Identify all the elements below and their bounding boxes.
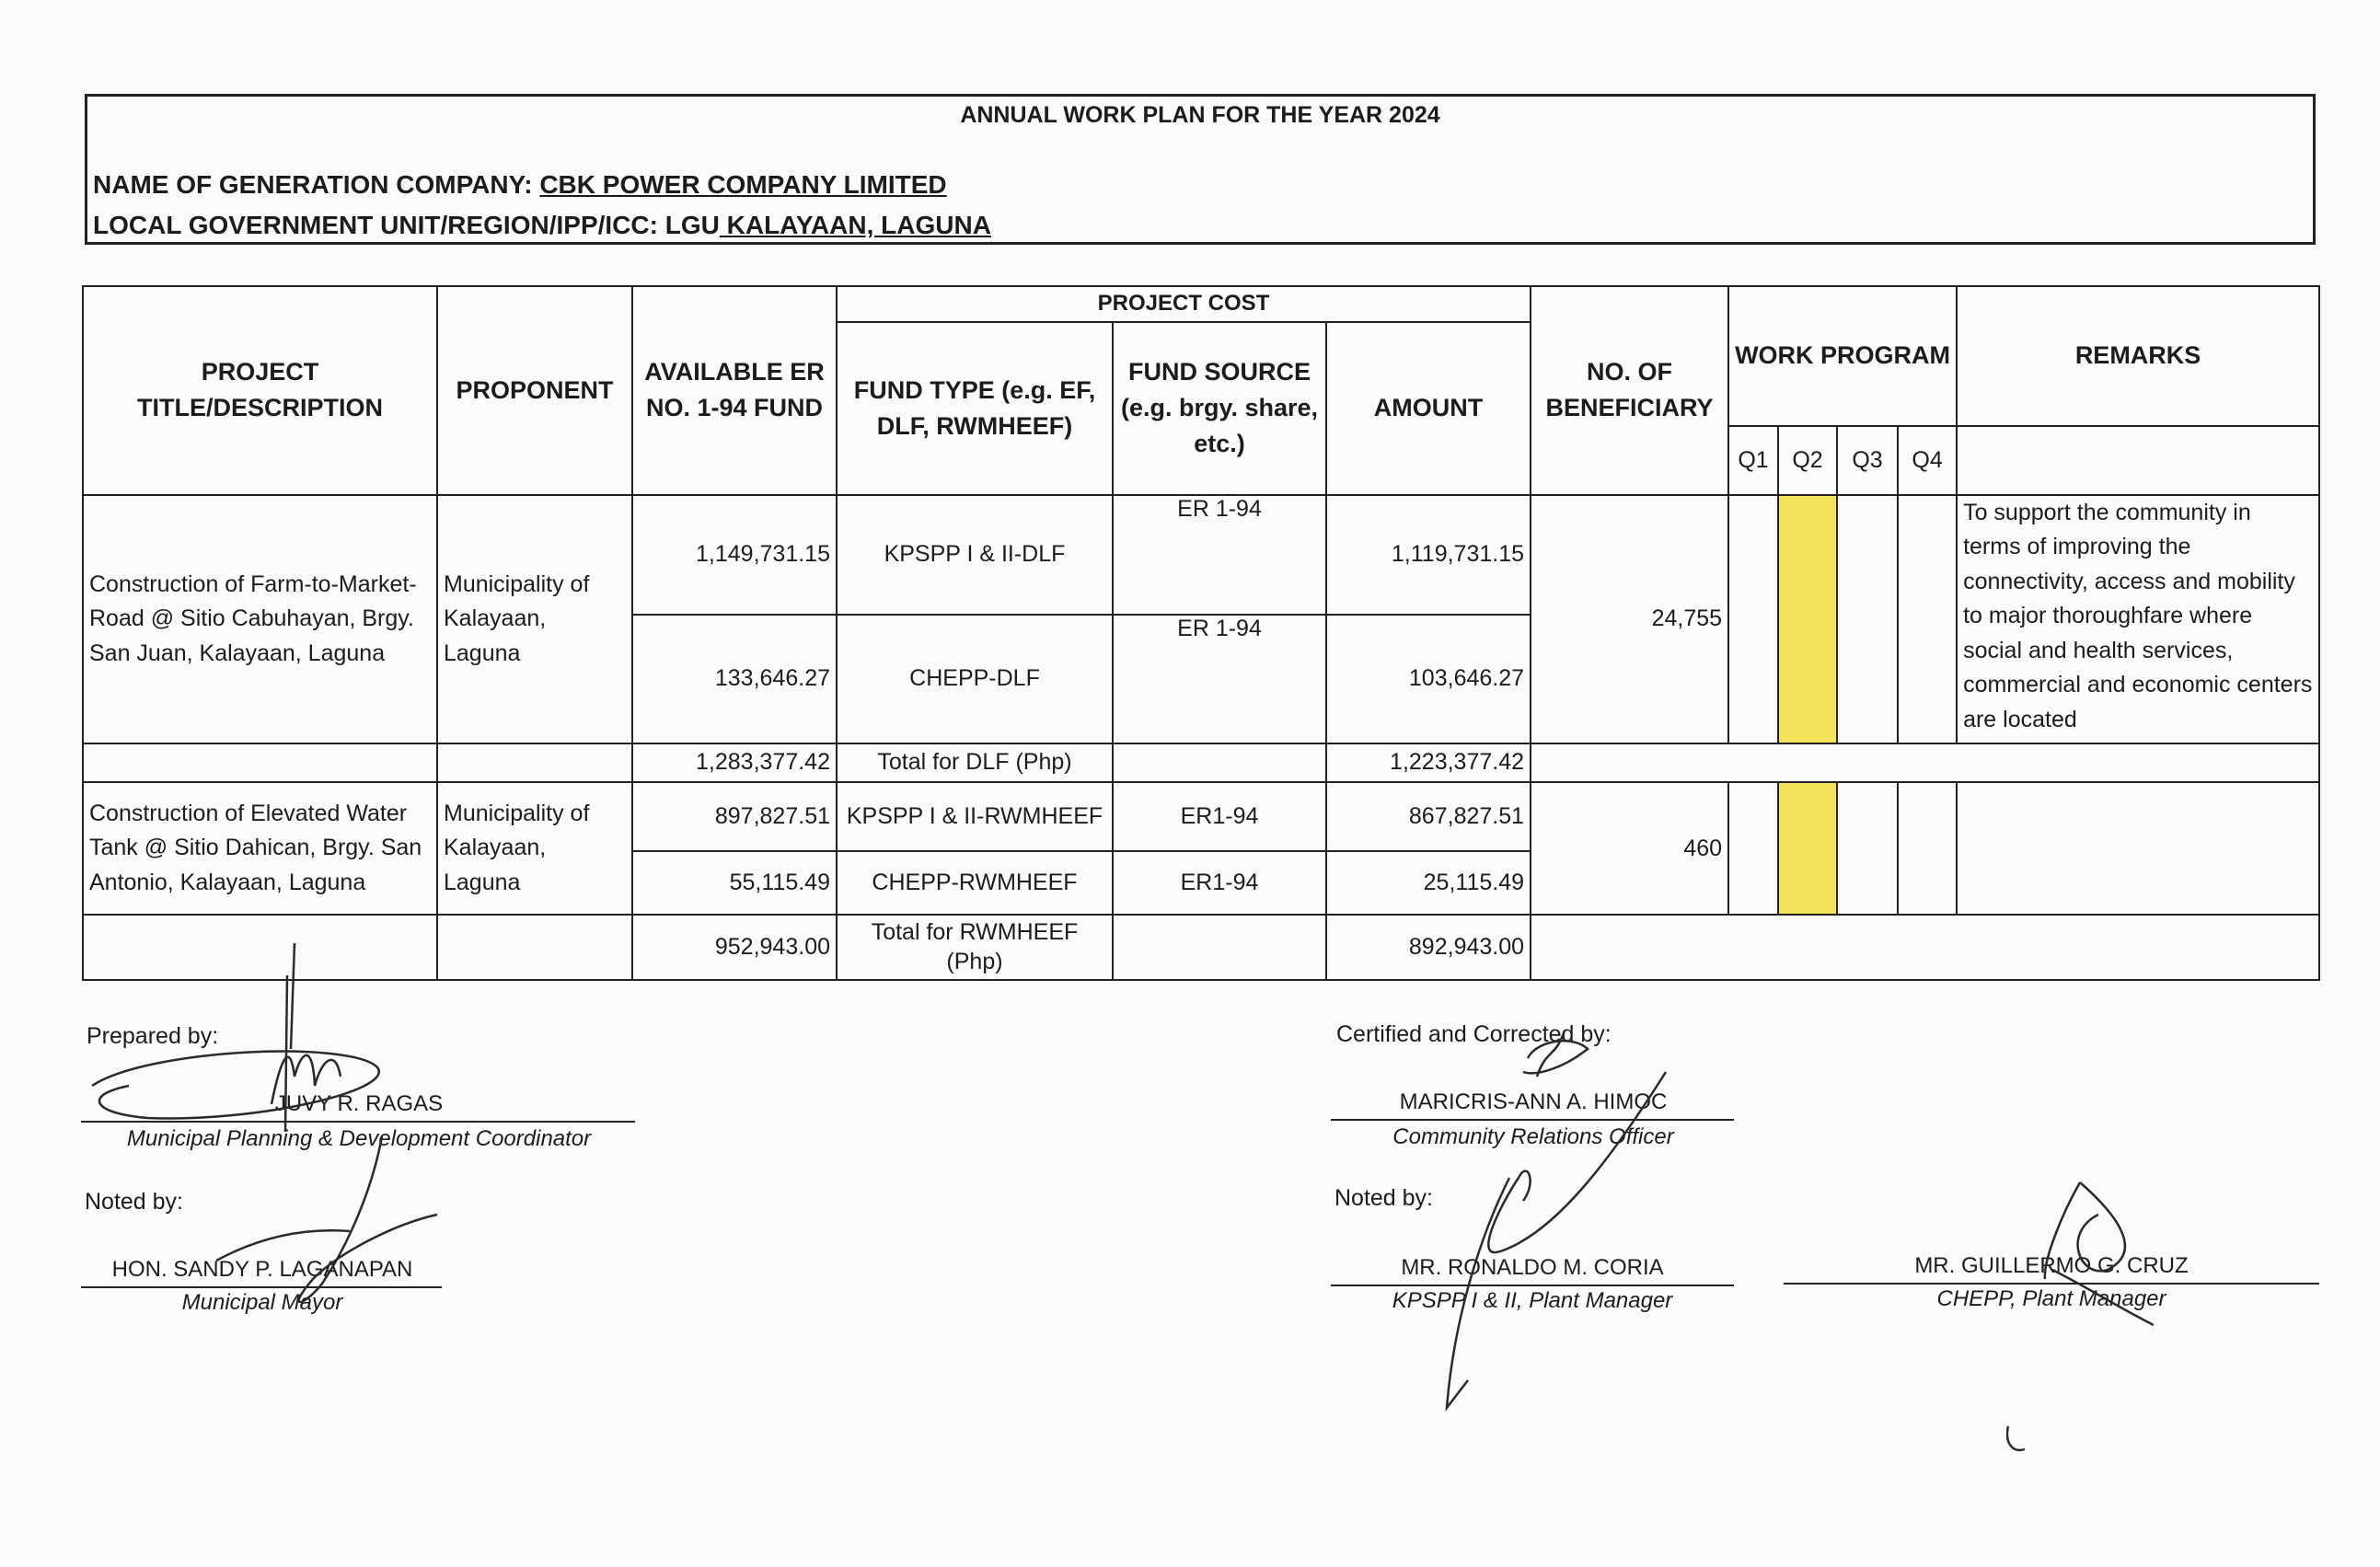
total2-blank-rest [1531, 915, 2319, 980]
total2-label: Total for RWMHEEF (Php) [837, 915, 1113, 980]
work-plan-table [82, 285, 2320, 981]
header-project-cost: PROJECT COST [837, 286, 1531, 322]
total2-blank-source [1113, 915, 1326, 980]
header-fund-type: FUND TYPE (e.g. EF, DLF, RWMHEEF) [837, 322, 1113, 495]
header-q1: Q1 [1728, 426, 1778, 495]
total2-blank-proponent [437, 915, 632, 980]
project1-row1-fund-source: ER 1-94 [1113, 495, 1326, 615]
project2-q4 [1898, 782, 1957, 915]
table-row [83, 782, 2319, 851]
noted-right2-name: MR. GUILLERMO G. CRUZ [1914, 1253, 2189, 1278]
noted-right-label: Noted by: [1334, 1185, 1434, 1211]
company-value: CBK POWER COMPANY LIMITED [539, 170, 947, 199]
header-amount: AMOUNT [1326, 322, 1531, 495]
table-row [83, 915, 2319, 980]
project2-q2-highlight [1778, 782, 1837, 915]
header-remarks: REMARKS [1957, 286, 2319, 426]
total1-blank-title [83, 743, 437, 783]
total1-available: 1,283,377.42 [632, 743, 837, 783]
header-q4: Q4 [1898, 426, 1957, 495]
project1-remarks: To support the community in terms of improving the connectivity, access and mobility to major thoroughfare where social and health services, commercial and economic centers are located [1957, 495, 2319, 743]
header-available-fund: AVAILABLE ER NO. 1-94 FUND [632, 286, 837, 495]
total1-blank-proponent [437, 743, 632, 783]
project2-title: Construction of Elevated Water Tank @ Sitio Dahican, Brgy. San Antonio, Kalayaan, Laguna [83, 782, 437, 915]
project1-beneficiary: 24,755 [1531, 495, 1728, 743]
noted-left-handwritten-signature [212, 1123, 451, 1325]
project1-row2-amount: 103,646.27 [1326, 615, 1531, 743]
project1-q3 [1837, 495, 1898, 743]
project2-row2-fund-type: CHEPP-RWMHEEF [837, 851, 1113, 915]
lgu-value: KALAYAAN, LAGUNA [719, 211, 991, 239]
project1-title: Construction of Farm-to-Market-Road @ Sitio Cabuhayan, Brgy. San Juan, Kalayaan, Laguna [83, 495, 437, 743]
header-beneficiary: NO. OF BENEFICIARY [1531, 286, 1728, 495]
project1-row2-available: 133,646.27 [632, 615, 837, 743]
project2-remarks [1957, 782, 2319, 915]
project1-q1 [1728, 495, 1778, 743]
noted-right1-position: KPSPP I & II, Plant Manager [1392, 1288, 1673, 1313]
noted-right1-name: MR. RONALDO M. CORIA [1401, 1255, 1664, 1280]
project2-row2-available: 55,115.49 [632, 851, 837, 915]
table-row [83, 495, 2319, 615]
noted-left-label: Noted by: [85, 1189, 184, 1215]
project2-row1-amount: 867,827.51 [1326, 782, 1531, 851]
total1-blank-source [1113, 743, 1326, 783]
header-q2: Q2 [1778, 426, 1837, 495]
header-fund-source: FUND SOURCE (e.g. brgy. share, etc.) [1113, 322, 1326, 495]
project1-row1-amount: 1,119,731.15 [1326, 495, 1531, 615]
table-row [83, 743, 2319, 783]
header-remarks-blank [1957, 426, 2319, 495]
total2-available: 952,943.00 [632, 915, 837, 980]
total1-label: Total for DLF (Php) [837, 743, 1113, 783]
project1-row1-available: 1,149,731.15 [632, 495, 837, 615]
document-header [85, 94, 2316, 245]
noted-right2-handwritten-signature [2006, 1178, 2154, 1509]
prepared-position: Municipal Planning & Development Coordinator [126, 1126, 592, 1151]
project2-q1 [1728, 782, 1778, 915]
prepared-name: JUVY R. RAGAS [274, 1091, 444, 1116]
right-handwritten-signatures [1427, 1021, 1684, 1426]
noted-left-name: HON. SANDY P. LAGANAPAN [111, 1257, 413, 1282]
prepared-by-label: Prepared by: [87, 1023, 219, 1049]
company-label: NAME OF GENERATION COMPANY: [93, 170, 540, 199]
project1-row2-fund-type: CHEPP-DLF [837, 615, 1113, 743]
project1-q4 [1898, 495, 1957, 743]
project2-beneficiary: 460 [1531, 782, 1728, 915]
certified-position: Community Relations Officer [1392, 1124, 1674, 1149]
project2-row1-fund-type: KPSPP I & II-RWMHEEF [837, 782, 1113, 851]
header-proponent: PROPONENT [437, 286, 632, 495]
project1-row1-fund-type: KPSPP I & II-DLF [837, 495, 1113, 615]
document-title: ANNUAL WORK PLAN FOR THE YEAR 2024 [960, 102, 1440, 128]
header-q3: Q3 [1837, 426, 1898, 495]
project1-row2-fund-source: ER 1-94 [1113, 615, 1326, 743]
noted-left-position: Municipal Mayor [181, 1290, 343, 1315]
certified-name: MARICRIS-ANN A. HIMOC [1399, 1089, 1668, 1114]
project1-proponent: Municipality of Kalayaan, Laguna [437, 495, 632, 743]
header-work-program: WORK PROGRAM [1728, 286, 1957, 426]
company-line [93, 170, 947, 200]
project1-q2-highlight [1778, 495, 1837, 743]
project2-row1-fund-source: ER1-94 [1113, 782, 1326, 851]
total1-blank-rest [1531, 743, 2319, 783]
noted-right2-position: CHEPP, Plant Manager [1936, 1286, 2166, 1311]
total2-amount: 892,943.00 [1326, 915, 1531, 980]
total1-amount: 1,223,377.42 [1326, 743, 1531, 783]
lgu-label: LOCAL GOVERNMENT UNIT/REGION/IPP/ICC: LGU [93, 211, 720, 239]
certified-by-label: Certified and Corrected by: [1336, 1021, 1612, 1047]
project2-row1-available: 897,827.51 [632, 782, 837, 851]
lgu-line [93, 211, 991, 240]
header-project-title: PROJECT TITLE/DESCRIPTION [83, 286, 437, 495]
project2-row2-fund-source: ER1-94 [1113, 851, 1326, 915]
project2-row2-amount: 25,115.49 [1326, 851, 1531, 915]
project2-proponent: Municipality of Kalayaan, Laguna [437, 782, 632, 915]
project2-q3 [1837, 782, 1898, 915]
